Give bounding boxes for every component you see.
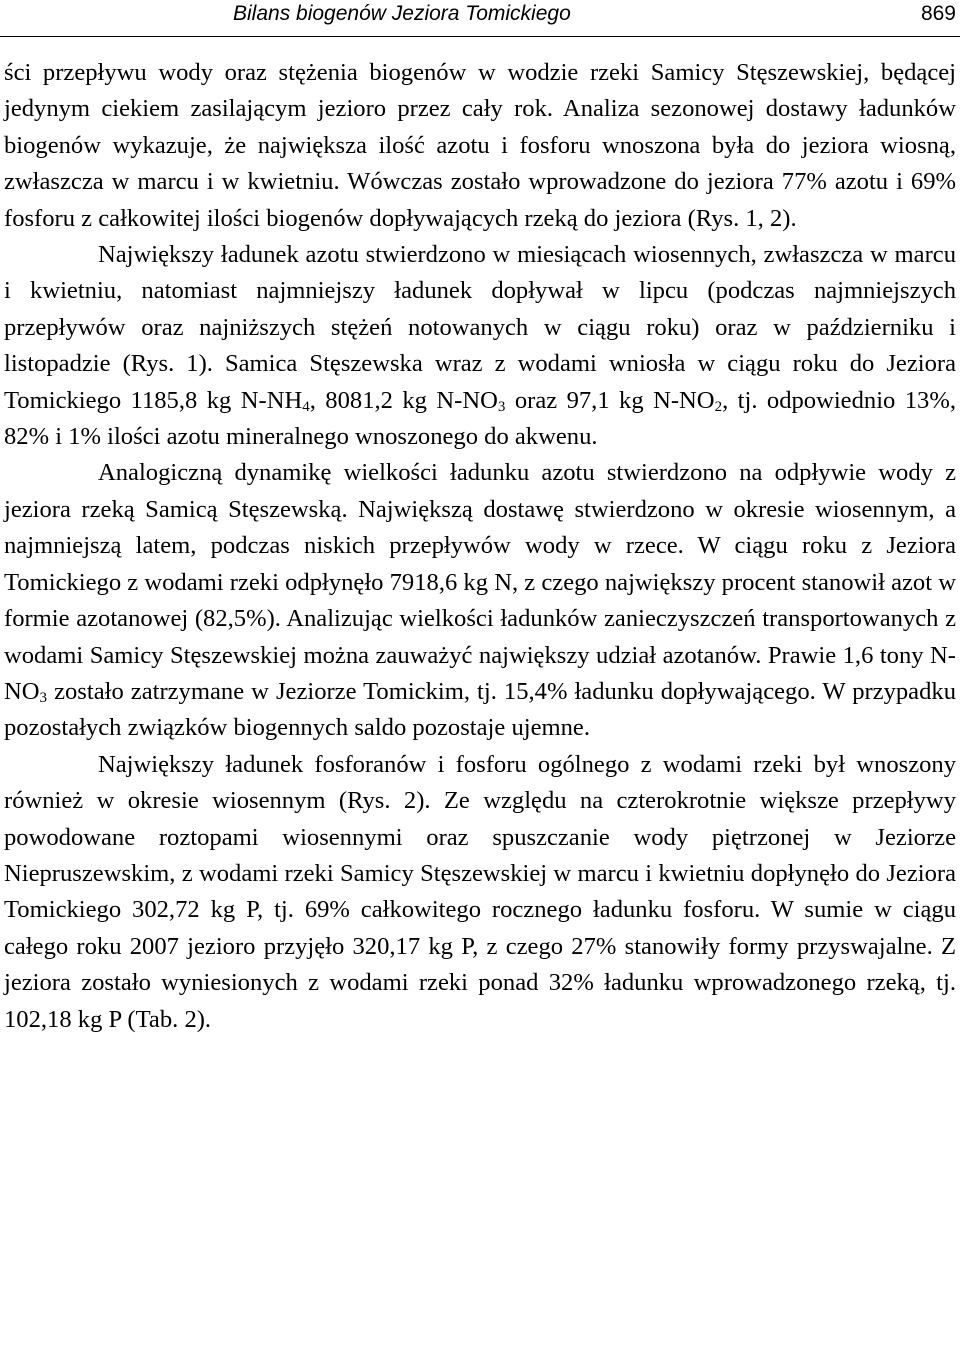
text-run: oraz 97,1 kg N-NO: [505, 386, 715, 414]
paragraph: [4, 455, 956, 746]
paragraph: [4, 237, 956, 455]
running-title: Bilans biogenów Jeziora Tomickiego: [233, 2, 571, 25]
page-header: [0, 0, 960, 40]
page-number: 869: [920, 2, 956, 25]
text-run: Największy ładunek fosforanów i fosforu ogólnego z wodami rzeki był wnoszony również w okresie wiosennym (Rys. 2). Ze względu na czterokrotnie większe przepływy powodowane roztopami wiosennymi oraz spuszczanie wody piętrzonej w Jeziorze Niepruszewskim, z wodami rzeki Samicy Stęszewskiej w marcu i kwietniu dopłynęło do Jeziora Tomickiego 302,72 kg P, tj. 69% całkowitego rocznego ładunku fosforu. W sumie w ciągu całego roku 2007 jezioro przyjęło 320,17 kg P, z czego 27% stanowiły formy przyswajalne. Z jeziora zostało wyniesionych z wodami rzeki ponad 32% ładunku wprowadzonego rzeką, tj. 102,18 kg P (Tab. 2).: [4, 750, 956, 1033]
text-run: Największy ładunek azotu stwierdzono w miesiącach wiosennych, zwłaszcza w marcu i kwietniu, natomiast najmniejszy ładunek dopływał w lipcu (podczas najmniejszych przepływów oraz najniższych stężeń notowanych w ciągu roku) oraz w październiku i listopadzie (Rys. 1). Samica Stęszewska wraz z wodami wniosła w ciągu roku do Jeziora Tomickiego 1185,8 kg N-NH: [4, 241, 956, 414]
text-run: , 8081,2 kg N-NO: [309, 386, 498, 414]
paragraph: [4, 55, 956, 237]
body-text: [4, 55, 956, 1038]
paragraph: [4, 747, 956, 1038]
text-run: zostało zatrzymane w Jeziorze Tomickim, tj. 15,4% ładunku dopływającego. W przypadku pozostałych związków biogennych saldo pozostaje ujemne.: [4, 677, 956, 742]
subscript: 3: [39, 689, 48, 706]
subscript: 3: [497, 398, 506, 415]
subscript: 2: [714, 398, 723, 415]
text-run: , tj. odpowiednio 13%, 82% i 1% ilości azotu mineralnego wnoszonego do akwenu.: [4, 386, 956, 451]
text-run: Analogiczną dynamikę wielkości ładunku azotu stwierdzono na odpływie wody z jeziora rzeką Samicą Stęszewską. Największą dostawę stwierdzono w okresie wiosennym, a najmniejszą latem, podczas niskich przepływów wody w rzece. W ciągu roku z Jeziora Tomickiego z wodami rzeki odpłynęło 7918,6 kg N, z czego największy procent stanowił azot w formie azotanowej (82,5%). Analizując wielkości ładunków zanieczyszczeń transportowanych z wodami Samicy Stęszewskiej można zauważyć największy udział azotanów. Prawie 1,6 tony N-NO: [4, 459, 956, 705]
text-run: ści przepływu wody oraz stężenia biogenów w wodzie rzeki Samicy Stęszewskiej, będącej jedynym ciekiem zasilającym jezioro przez cały rok. Analiza sezonowej dostawy ładunków biogenów wykazuje, że największa ilość azotu i fosforu wnoszona była do jeziora wiosną, zwłaszcza w marcu i w kwietniu. Wówczas zostało wprowadzone do jeziora 77% azotu i 69% fosforu z całkowitej ilości biogenów dopływających rzeką do jeziora (Rys. 1, 2).: [4, 59, 956, 232]
subscript: 4: [302, 398, 310, 415]
header-rule: [0, 36, 960, 37]
